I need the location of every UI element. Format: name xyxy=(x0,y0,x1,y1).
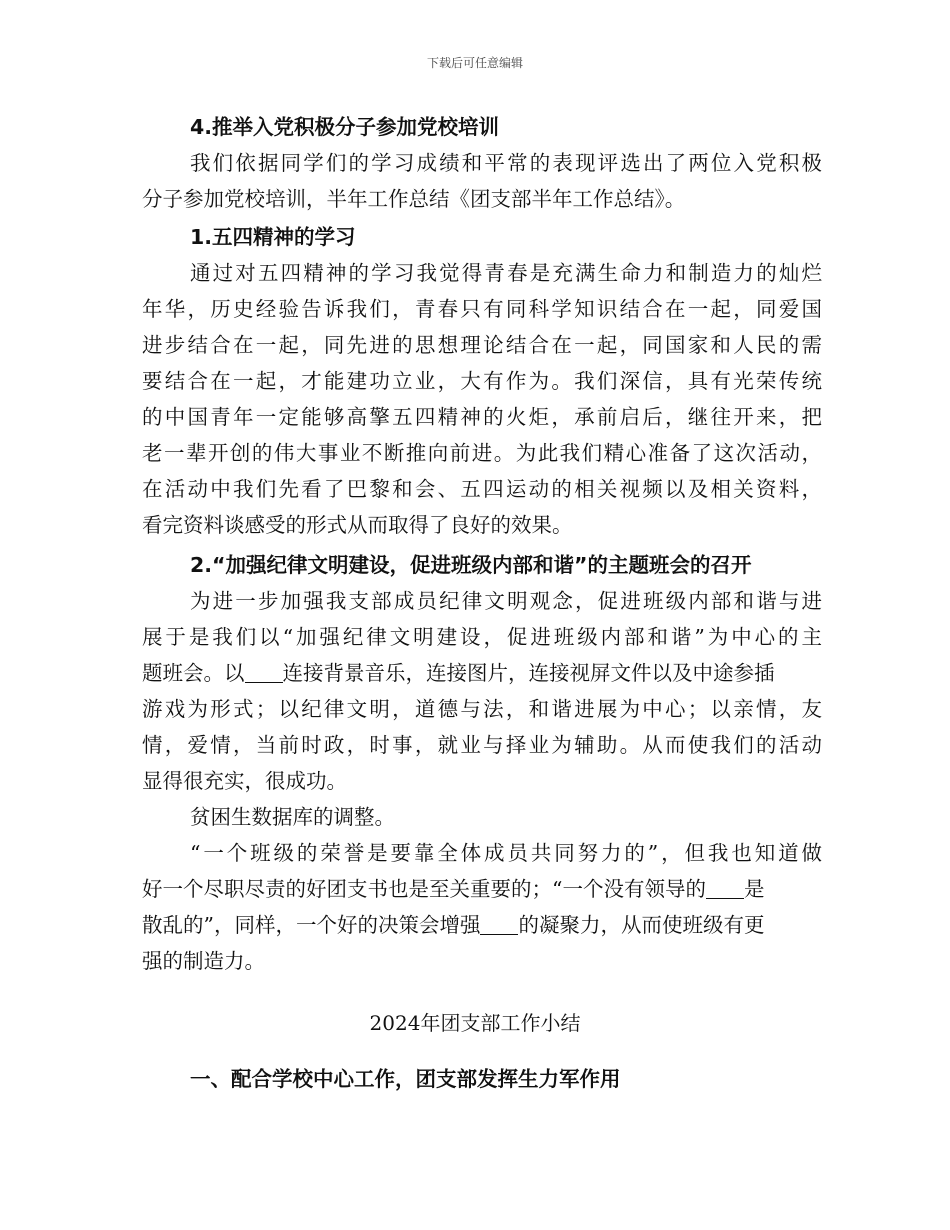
paragraph-line: 散乱的”，同样，一个好的决策会增强 的凝聚力，从而使班级有更 xyxy=(142,913,765,937)
paragraph-line: 好一个尽职尽责的好团支书也是至关重要的；“一个没有领导的 是 xyxy=(142,877,765,901)
paragraph-line: 游戏为形式；以纪律文明，道德与法，和谐进展为中心；以亲情，友 xyxy=(142,697,822,721)
paragraph-line: 题班会。以 连接背景音乐，连接图片，连接视屏文件以及中途参插 xyxy=(142,661,775,685)
paragraph-line: 在活动中我们先看了巴黎和会、五四运动的相关视频以及相关资料， xyxy=(142,477,822,501)
paragraph-line: 贫困生数据库的调整。 xyxy=(190,805,395,829)
paragraph-line: 的中国青年一定能够高擎五四精神的火炬，承前启后，继往开来，把 xyxy=(142,405,822,429)
paragraph-line: 通过对五四精神的学习我觉得青春是充满生命力和制造力的灿烂 xyxy=(190,261,822,285)
paragraph-line: 我们依据同学们的学习成绩和平常的表现评选出了两位入党积极 xyxy=(190,151,822,175)
document-title: 2024年团支部工作小结 xyxy=(369,1011,581,1035)
paragraph-line: 进步结合在一起，同先进的思想理论结合在一起，同国家和人民的需 xyxy=(142,333,822,357)
heading-class-meeting: 2.“加强纪律文明建设，促进班级内部和谐”的主题班会的召开 xyxy=(190,553,752,577)
paragraph-line: 为进一步加强我支部成员纪律文明观念，促进班级内部和谐与进 xyxy=(190,589,822,613)
fill-in-blank xyxy=(480,916,518,935)
paragraph-line: 分子参加党校培训，半年工作总结《团支部半年工作总结》。 xyxy=(142,187,686,211)
paragraph-line: 情，爱情，当前时政，时事，就业与择业为辅助。从而使我们的活动 xyxy=(142,733,822,757)
fill-in-blank xyxy=(245,664,283,683)
paragraph-line: 强的制造力。 xyxy=(142,949,265,973)
heading-party-school-training: 4.推举入党积极分子参加党校培训 xyxy=(190,115,500,139)
paragraph-line: 显得很充实，很成功。 xyxy=(142,769,347,793)
paragraph-line: “一个班级的荣誉是要靠全体成员共同努力的”，但我也知道做 xyxy=(190,841,822,865)
section-heading: 一、配合学校中心工作，团支部发挥生力军作用 xyxy=(190,1067,621,1091)
heading-may-fourth-study: 1.五四精神的学习 xyxy=(190,225,356,249)
fill-in-blank xyxy=(706,880,744,899)
paragraph-line: 展于是我们以“加强纪律文明建设，促进班级内部和谐”为中心的主 xyxy=(142,625,822,649)
paragraph-line: 年华，历史经验告诉我们，青春只有同科学知识结合在一起，同爱国 xyxy=(142,297,822,321)
paragraph-line: 老一辈开创的伟大事业不断推向前进。为此我们精心准备了这次活动， xyxy=(142,441,822,465)
paragraph-line: 要结合在一起，才能建功立业，大有作为。我们深信，具有光荣传统 xyxy=(142,369,822,393)
page-header: 下载后可任意编辑 xyxy=(426,56,523,70)
paragraph-line: 看完资料谈感受的形式从而取得了良好的效果。 xyxy=(142,513,573,537)
